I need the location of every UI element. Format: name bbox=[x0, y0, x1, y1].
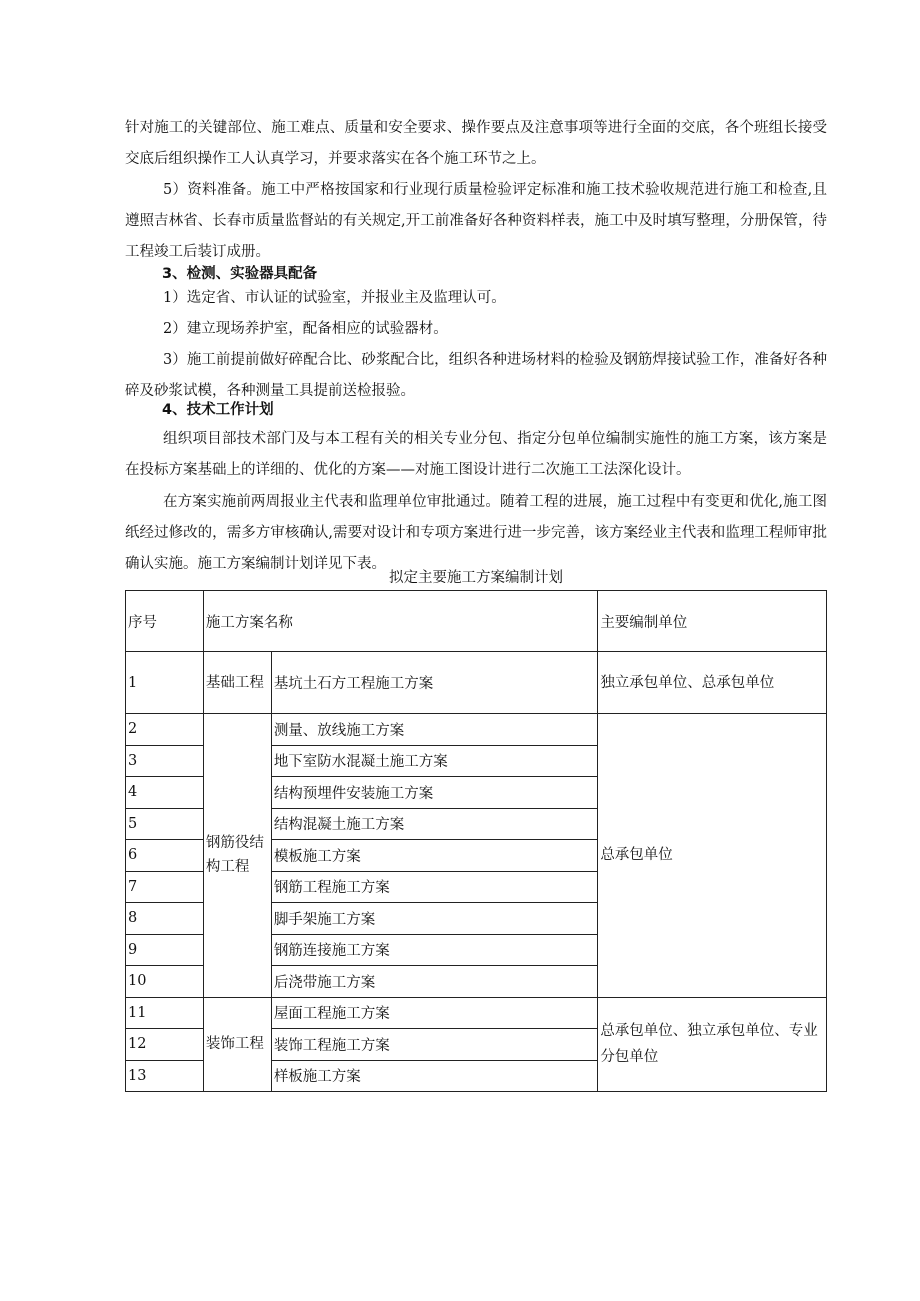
category-cell: 装饰工程 bbox=[203, 997, 271, 1092]
table-header-row bbox=[126, 591, 827, 652]
table-row bbox=[126, 652, 827, 714]
plan-name: 钢筋连接施工方案 bbox=[271, 934, 598, 966]
row-number: 10 bbox=[126, 966, 204, 998]
paragraph: 针对施工的关键部位、施工难点、质量和安全要求、操作要点及注意事项等进行全面的交底，各个班组长接受交底后组织操作工人认真学习，并要求落实在各个施工环节之上。 bbox=[125, 120, 827, 167]
plan-name: 模板施工方案 bbox=[271, 840, 598, 872]
plan-table bbox=[125, 590, 827, 1092]
plan-name: 结构混凝土施工方案 bbox=[271, 808, 598, 840]
row-number: 6 bbox=[126, 840, 204, 872]
plan-name: 钢筋工程施工方案 bbox=[271, 871, 598, 903]
row-number: 7 bbox=[126, 871, 204, 903]
paragraph: 3）施工前提前做好碎配合比、砂浆配合比，组织各种进场材料的检验及钢筋焊接试验工作，准备好各种碎及砂浆试模，各种测量工具提前送检报验。 bbox=[125, 352, 827, 399]
row-number: 12 bbox=[126, 1029, 204, 1061]
paragraph: 1）选定省、市认证的试验室，并报业主及监理认可。 bbox=[163, 290, 506, 306]
section-heading: 3、检测、实验器具配备 bbox=[162, 266, 318, 282]
section-heading: 4、技术工作计划 bbox=[162, 402, 274, 418]
unit-cell: 独立承包单位、总承包单位 bbox=[598, 652, 827, 714]
row-number: 9 bbox=[126, 934, 204, 966]
plan-name: 基坑土石方工程施工方案 bbox=[271, 652, 598, 714]
plan-name: 脚手架施工方案 bbox=[271, 903, 598, 935]
row-number: 2 bbox=[126, 714, 204, 746]
row-number: 5 bbox=[126, 808, 204, 840]
row-number: 13 bbox=[126, 1060, 204, 1092]
row-number: 4 bbox=[126, 777, 204, 809]
table-row bbox=[126, 714, 827, 746]
paragraph: 在方案实施前两周报业主代表和监理单位审批通过。随着工程的进展，施工过程中有变更和优化,施工图纸经过修改的，需多方审核确认,需要对设计和专项方案进行进一步完善，该方案经业主代表和监理工程师审批确认实施。施工方案编制计划详见下表。 bbox=[125, 494, 827, 572]
plan-name: 地下室防水混凝土施工方案 bbox=[271, 745, 598, 777]
category-cell: 钢筋役结构工程 bbox=[203, 714, 271, 998]
table-caption: 拟定主要施工方案编制计划 bbox=[389, 570, 563, 586]
paragraph: 组织项目部技术部门及与本工程有关的相关专业分包、指定分包单位编制实施性的施工方案，该方案是在投标方案基础上的详细的、优化的方案——对施工图设计进行二次施工工法深化设计。 bbox=[125, 431, 827, 478]
plan-name: 后浇带施工方案 bbox=[271, 966, 598, 998]
header-no: 序号 bbox=[126, 591, 204, 652]
plan-name: 屋面工程施工方案 bbox=[271, 997, 598, 1029]
header-unit: 主要编制单位 bbox=[598, 591, 827, 652]
header-name: 施工方案名称 bbox=[203, 591, 597, 652]
unit-cell: 总承包单位、独立承包单位、专业分包单位 bbox=[598, 997, 827, 1092]
plan-name: 结构预埋件安装施工方案 bbox=[271, 777, 598, 809]
row-number: 1 bbox=[126, 652, 204, 714]
paragraph: 2）建立现场养护室，配备相应的试验器材。 bbox=[163, 321, 448, 337]
plan-name: 测量、放线施工方案 bbox=[271, 714, 598, 746]
plan-name: 样板施工方案 bbox=[271, 1060, 598, 1092]
table-row bbox=[126, 997, 827, 1029]
row-number: 3 bbox=[126, 745, 204, 777]
plan-name: 装饰工程施工方案 bbox=[271, 1029, 598, 1061]
row-number: 8 bbox=[126, 903, 204, 935]
category-cell: 基础工程 bbox=[203, 652, 271, 714]
paragraph: 5）资料准备。施工中严格按国家和行业现行质量检验评定标准和施工技术验收规范进行施工和检查,且遵照吉林省、长春市质量监督站的有关规定,开工前准备好各种资料样表，施工中及时填写整理，分册保管，待工程竣工后装订成册。 bbox=[125, 182, 827, 260]
row-number: 11 bbox=[126, 997, 204, 1029]
unit-cell: 总承包单位 bbox=[598, 714, 827, 998]
